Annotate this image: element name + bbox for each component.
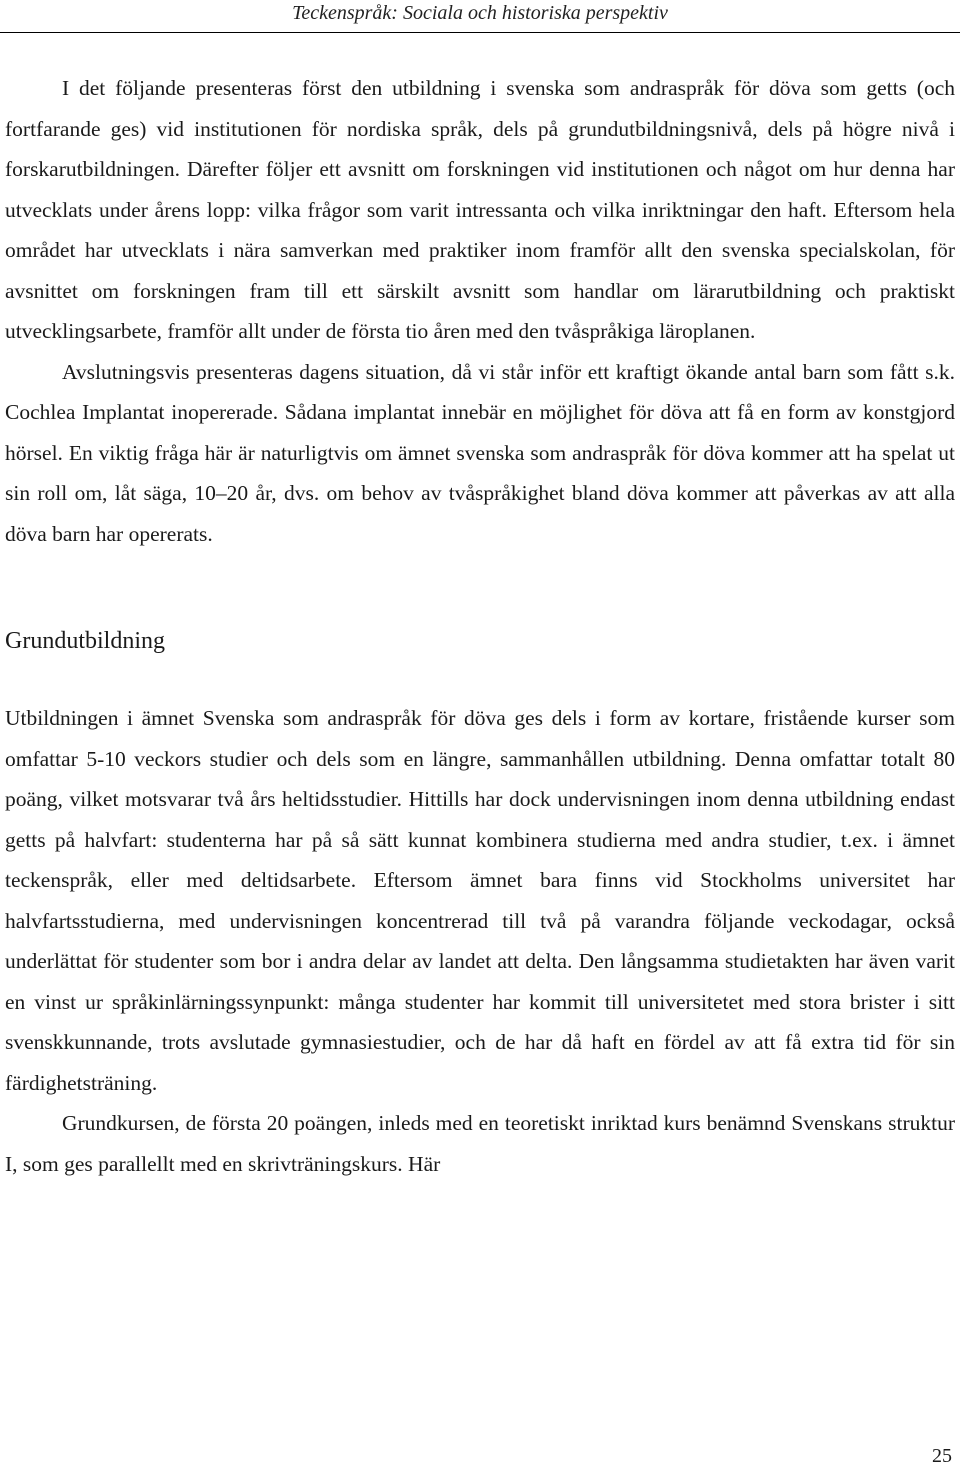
page-number: 25 <box>932 1445 952 1467</box>
page-body <box>5 64 955 1184</box>
section-heading: Grundutbildning <box>5 628 165 654</box>
body-paragraph-grundutbildning: Utbildningen i ämnet Svenska som andraspråk för döva ges dels i form av kortare, fristående kurser som omfattar 5-10 veckors studier och dels som en längre, sammanhållen utbildning. Denna omfattar totalt 80 poäng, vilket motsvarar två års heltidsstudier. Hittills har dock undervisningen inom denna utbildning endast getts på halvfart: studenterna har på så sätt kunnat kombinera studierna med andra studier, t.ex. i ämnet teckenspråk, eller med deltidsarbete. Eftersom ämnet bara finns vid Stockholms universitet har halvfartsstudierna, med undervisningen koncentrerad till två på varandra följande veckodagar, också underlättat för studenter som bor i andra delar av landet att delta. Den långsamma studietakten har även varit en vinst ur språkinlärningssynpunkt: många studenter har kommit till universitetet med stora brister i sitt svenskkunnande, trots avslutade gymnasiestudier, och de har då haft en fördel av att få extra tid för sin färdighetsträning. <box>5 706 955 1095</box>
body-paragraph-closing: Avslutningsvis presenteras dagens situation, då vi står inför ett kraftigt ökande antal barn som fått s.k. Cochlea Implantat inopererade. Sådana implantat innebär en möjlighet för döva att få en form av konstgjord hörsel. En viktig fråga här är naturligtvis om ämnet svenska som andraspråk för döva kommer att ha spelat ut sin roll om, låt säga, 10–20 år, dvs. om behov av tvåspråkighet bland döva kommer att påverkas av att alla döva barn har opererats. <box>5 359 955 546</box>
body-paragraph-grundkursen: Grundkursen, de första 20 poängen, inleds med en teoretiskt inriktad kurs benämnd Svenskans struktur I, som ges parallellt med en skrivträningskurs. Här <box>5 1111 955 1176</box>
running-title: Teckenspråk: Sociala och historiska perspektiv <box>292 2 668 24</box>
body-paragraph-intro: I det följande presenteras först den utbildning i svenska som andraspråk för döva som getts (och fortfarande ges) vid institutionen för nordiska språk, dels på grundutbildningsnivå, dels på högre nivå i forskarutbildningen. Därefter följer ett avsnitt om forskningen vid institutionen och något om hur denna har utvecklats under årens lopp: vilka frågor som varit intressanta och vilka inriktningar den haft. Eftersom hela området har utvecklats i nära samverkan med praktiker inom framför allt den svenska specialskolan, för avsnittet om forskningen fram till ett särskilt avsnitt som handlar om lärarutbildning och praktiskt utvecklingsarbete, framför allt under de första tio åren med den tvåspråkiga läroplanen. <box>5 76 955 343</box>
running-header <box>0 0 960 33</box>
